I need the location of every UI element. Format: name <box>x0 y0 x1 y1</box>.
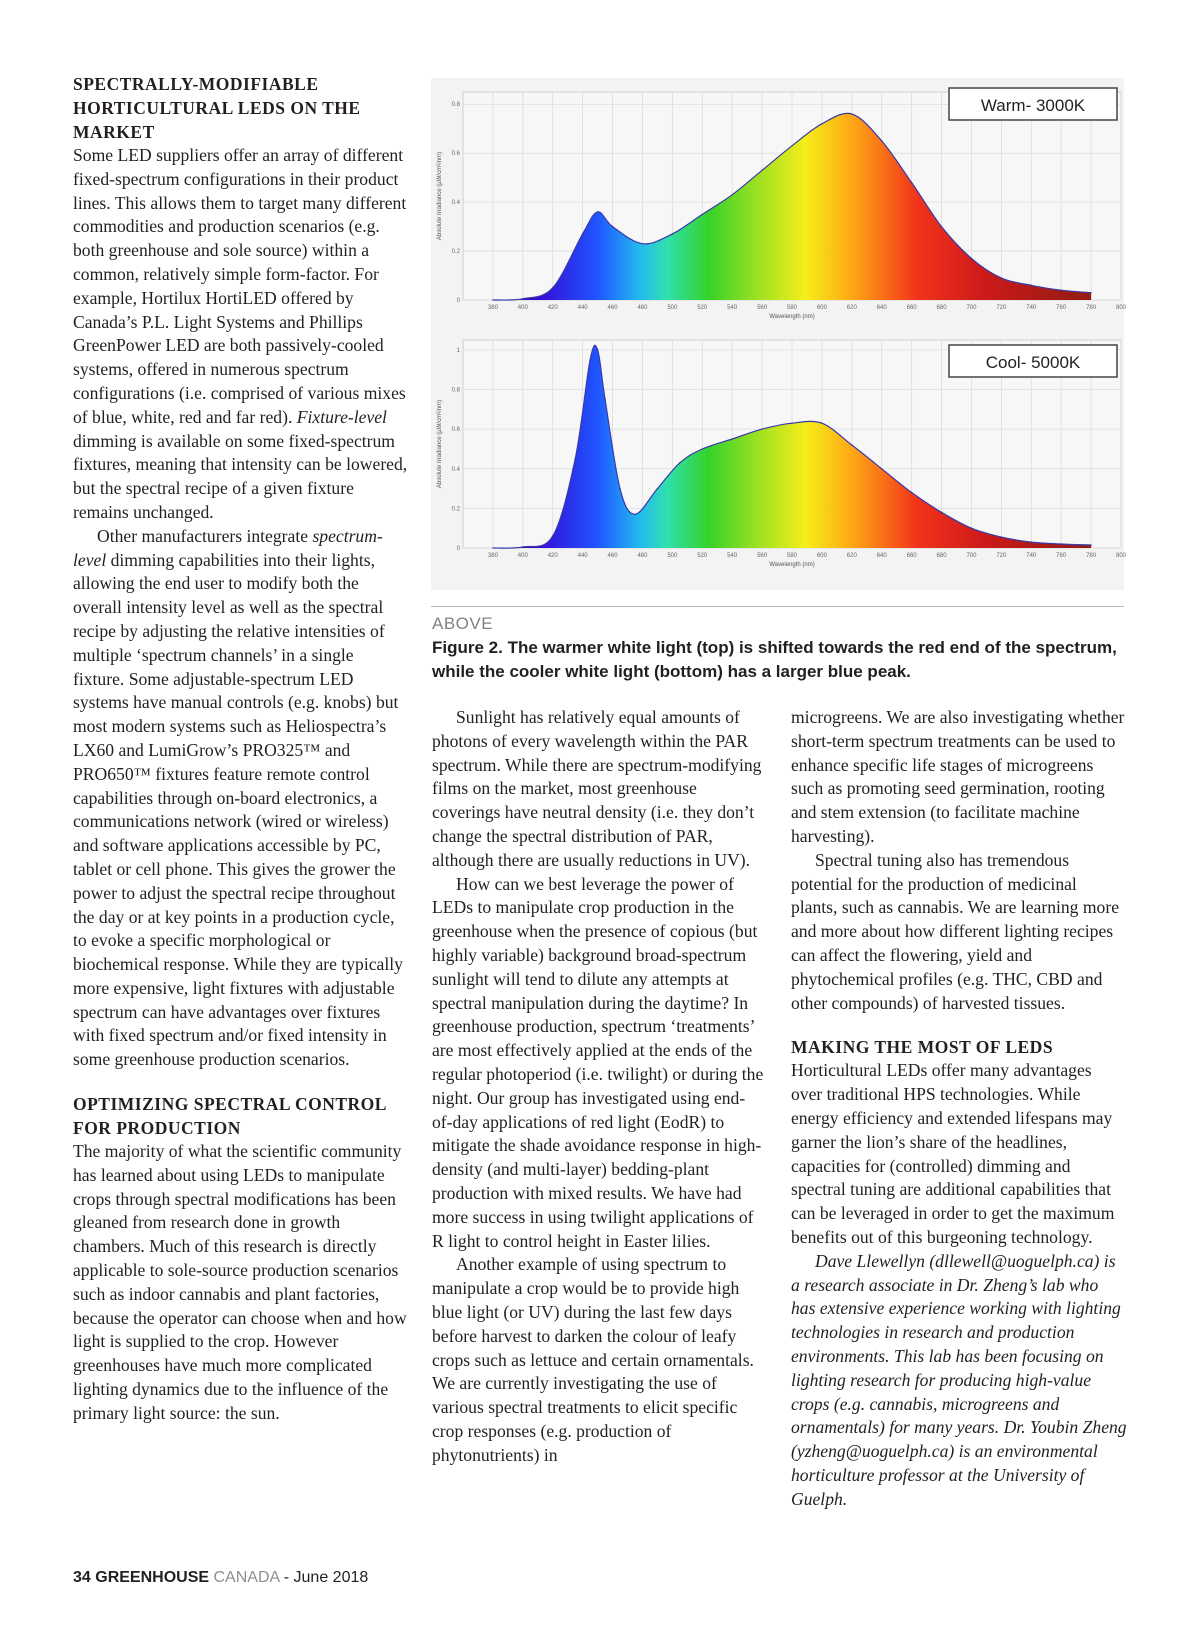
y-tick-label: 0.6 <box>451 151 460 158</box>
right-column <box>791 706 1127 1512</box>
y-tick-label: 0.4 <box>451 466 460 473</box>
paragraph: Horticultural LEDs offer many advantages over traditional HPS technologies. While energy efficiency and extended lifespans may garner the lion’s share of the headlines, capacities for (controlled) dimming and spectral tuning are additional capabilities that can be leveraged in order to get the maximum benefits out of this burgeoning technology. <box>791 1060 1115 1247</box>
issue-date: - June 2018 <box>283 1569 369 1586</box>
x-tick-label: 740 <box>1026 553 1037 559</box>
data-point <box>791 423 792 424</box>
x-tick-label: 800 <box>1115 553 1127 559</box>
data-point <box>911 182 912 183</box>
data-point <box>522 298 523 299</box>
x-tick-label: 620 <box>846 553 857 559</box>
x-tick-label: 500 <box>667 553 678 559</box>
x-tick-label: 500 <box>667 305 678 311</box>
data-point <box>821 423 822 424</box>
figure-caption <box>432 614 1122 684</box>
spectrum-charts <box>431 78 1127 590</box>
data-point <box>702 448 703 449</box>
x-tick-label: 380 <box>487 553 498 559</box>
x-tick-label: 760 <box>1056 553 1067 559</box>
data-point <box>657 488 658 489</box>
data-point <box>881 140 882 141</box>
left-column <box>73 72 408 1426</box>
warm-label-box <box>949 88 1117 120</box>
x-tick-label: 460 <box>607 305 618 311</box>
x-tick-label: 600 <box>816 553 827 559</box>
x-tick-label: 760 <box>1056 305 1067 311</box>
data-point <box>941 512 942 513</box>
data-point <box>612 226 613 227</box>
cool-label: Cool- 5000K <box>985 353 1081 372</box>
x-tick-label: 480 <box>637 553 648 559</box>
author-bio: Dave Llewellyn (dllewell@uoguelph.ca) is a research associate in Dr. Zheng’s lab who has extensive experience working with lighting technologies in research and production environments. This lab has been focusing on lighting research for producing high-value crops (e.g. cannabis, microgreens and ornamentals) for many years. Dr. Youbin Zheng (yzheng@uoguelph.ca) is an environmental horticulture professor at the University of Guelph. <box>791 1250 1127 1509</box>
section-heading-optimizing: OPTIMIZING SPECTRAL CONTROL FOR PRODUCTION <box>73 1094 386 1139</box>
page-footer <box>73 1569 368 1587</box>
data-point <box>1001 277 1002 278</box>
data-point <box>492 299 493 300</box>
x-tick-label: 700 <box>966 305 977 311</box>
x-tick-label: 740 <box>1026 305 1037 311</box>
data-point <box>971 528 972 529</box>
data-point <box>597 349 598 350</box>
x-tick-label: 720 <box>996 553 1007 559</box>
x-axis-label: Wavelength (nm) <box>769 562 815 568</box>
y-axis-label: Absolute Irradiance (µW/cm²/nm) <box>437 151 443 241</box>
x-tick-label: 560 <box>757 553 768 559</box>
middle-column <box>432 706 764 1468</box>
warm-label: Warm- 3000K <box>980 96 1086 115</box>
paragraph: How can we best leverage the power of LEDs to manipulate crop production in the greenhouse when the presence of copious (but highly variable) background broad-spectrum sunlight will tend to dilute any attempts at spectral manipulation during the daytime? In greenhouse production, spectrum ‘treatments’ are most effectively applied at the ends of the regular photoperiod (i.e. twilight) or during the night. Our group has investigated using end-of-day applications of red light (EodR) to mitigate the shade avoidance response in high-density (and multi-layer) bedding-plant production with mixed results. We have had more success in using twilight applications of R light to control height in Easter lilies. <box>432 873 764 1251</box>
x-tick-label: 660 <box>906 553 917 559</box>
data-point <box>552 287 553 288</box>
data-point <box>605 399 606 400</box>
x-tick-label: 640 <box>876 305 887 311</box>
data-point <box>702 214 703 215</box>
data-point <box>552 536 553 537</box>
data-point <box>911 492 912 493</box>
y-tick-label: 0 <box>456 546 460 552</box>
section-heading-making-most: MAKING THE MOST OF LEDS <box>791 1037 1054 1058</box>
data-point <box>590 359 591 360</box>
y-tick-label: 0.8 <box>451 102 460 109</box>
y-tick-label: 0 <box>456 298 460 304</box>
x-tick-label: 720 <box>996 305 1007 311</box>
data-point <box>575 458 576 459</box>
x-tick-label: 400 <box>517 553 528 559</box>
x-tick-label: 540 <box>727 553 738 559</box>
x-tick-label: 420 <box>547 553 558 559</box>
data-point <box>821 123 822 124</box>
data-point <box>679 462 680 463</box>
data-point <box>1031 285 1032 286</box>
x-tick-label: 580 <box>786 305 798 311</box>
data-point <box>732 438 733 439</box>
cool-label-box <box>949 345 1117 377</box>
x-tick-label: 440 <box>577 553 588 559</box>
brand-canada: CANADA <box>213 1569 280 1586</box>
figure-divider <box>431 606 1124 607</box>
data-point <box>492 547 493 548</box>
caption-text: Figure 2. The warmer white light (top) is shifted towards the red end of the spectrum, while the cooler white light (bottom) has a larger blue peak. <box>432 638 1117 681</box>
data-point <box>881 468 882 469</box>
data-point <box>672 233 673 234</box>
data-point <box>597 211 598 212</box>
x-tick-label: 680 <box>936 305 947 311</box>
brand-greenhouse: GREENHOUSE <box>95 1569 210 1586</box>
x-axis-label: Wavelength (nm) <box>769 314 815 320</box>
caption-label: ABOVE <box>432 614 494 633</box>
data-point <box>1001 537 1002 538</box>
y-tick-label: 1 <box>456 347 460 354</box>
paragraph: Other manufacturers integrate spectrum-level dimming capabilities into their lights, allowing the end user to modify both the overall intensity level as well as the spectral recipe by adjusting the relative intensities of multiple ‘spectrum channels’ in a single fixture. Some adjustable-spectrum LED systems have manual controls (e.g. knobs) but most modern systems such as Heliospectra’s LX60 and LumiGrow’s PRO325™ and PRO650™ fixtures feature remote control capabilities through on-board electronics, a communications network (wired or wireless) and software applications accessible by PC, tablet or cell phone. This gives the grower the power to adjust the spectral recipe throughout the day or at key points in a production cycle, to evoke a specific morphological or biochemical response. While they are typically more expensive, light fixtures with adjustable spectrum can have advantages over fixtures with fixed spectrum and/or fixed intensity in some greenhouse production scenarios. <box>73 525 403 1070</box>
x-tick-label: 700 <box>966 553 977 559</box>
data-point <box>642 243 643 244</box>
data-point <box>791 145 792 146</box>
y-tick-label: 0.2 <box>451 249 460 256</box>
section-heading-market: SPECTRALLY-MODIFIABLE HORTICULTURAL LEDS ON THE MARKET <box>73 74 361 142</box>
data-point <box>851 444 852 445</box>
y-axis-label: Absolute Irradiance (µW/cm²/nm) <box>437 399 443 489</box>
x-tick-label: 580 <box>786 553 798 559</box>
data-point <box>941 226 942 227</box>
x-tick-label: 680 <box>936 553 947 559</box>
data-point <box>971 258 972 259</box>
data-point <box>732 194 733 195</box>
data-point <box>634 514 635 515</box>
x-tick-label: 780 <box>1086 305 1097 311</box>
x-tick-label: 660 <box>906 305 917 311</box>
data-point <box>1091 544 1092 545</box>
data-point <box>762 429 763 430</box>
y-tick-label: 0.6 <box>451 427 460 434</box>
y-tick-label: 0.4 <box>451 200 460 207</box>
spectrum-figure <box>431 78 1127 590</box>
data-point <box>1061 543 1062 544</box>
x-tick-label: 400 <box>517 305 528 311</box>
x-tick-label: 600 <box>816 305 827 311</box>
x-tick-label: 420 <box>547 305 558 311</box>
data-point <box>1031 542 1032 543</box>
warm-spectrum-chart <box>437 92 1127 320</box>
data-point <box>1061 290 1062 291</box>
x-tick-label: 640 <box>876 553 887 559</box>
y-tick-label: 0.2 <box>451 506 460 513</box>
data-point <box>1091 292 1092 293</box>
page-number: 34 <box>73 1569 91 1586</box>
x-tick-label: 380 <box>487 305 498 311</box>
data-point <box>762 170 763 171</box>
y-tick-label: 0.8 <box>451 387 460 394</box>
data-point <box>851 113 852 114</box>
x-tick-label: 540 <box>727 305 738 311</box>
paragraph: Some LED suppliers offer an array of different fixed-spectrum configurations in their product lines. This allows them to target many different commodities and production scenarios (e.g. both greenhouse and sole source) within a common, relatively simple form-factor. For example, Hortilux HortiLED offered by Canada’s P.L. Light Systems and Phillips GreenPower LED are both passively-cooled systems, offered in numerous spectrum configurations (i.e. comprised of various mixes of blue, white, red and far red). Fixture-level dimming is available on some fixed-spectrum fixtures, meaning that intensity can be lowered, but the spectral recipe of a given fixture remains unchanged. <box>73 145 408 522</box>
x-tick-label: 620 <box>846 305 857 311</box>
paragraph: Another example of using spectrum to manipulate a crop would be to provide high blue light (or UV) during the last few days before harvest to darken the colour of leafy crops such as lettuce and certain ornamentals. We are currently investigating the use of various spectral treatments to elicit specific crop responses (e.g. production of phytonutrients) in <box>432 1254 754 1465</box>
x-tick-label: 780 <box>1086 553 1097 559</box>
x-tick-label: 440 <box>577 305 588 311</box>
x-tick-label: 520 <box>697 553 708 559</box>
x-tick-label: 480 <box>637 305 648 311</box>
x-tick-label: 800 <box>1115 305 1127 311</box>
data-point <box>522 546 523 547</box>
data-point <box>619 488 620 489</box>
paragraph: The majority of what the scientific community has learned about using LEDs to manipulate crops through spectral modifications has been gleaned from research done in growth chambers. Much of this research is directly applicable to sole-source production scenarios such as indoor cannabis and plant factories, because the operator can choose when and how light is supplied to the crop. However greenhouses have much more complicated lighting dynamics due to the influence of the primary light source: the sun. <box>73 1141 407 1423</box>
x-tick-label: 560 <box>757 305 768 311</box>
data-point <box>582 233 583 234</box>
paragraph: Sunlight has relatively equal amounts of photons of every wavelength within the PAR spectrum. While there are spectrum-modifying films on the market, most greenhouse coverings have neutral density (i.e. they don’t change the spectral distribution of PAR, although there are usually reductions in UV). <box>432 707 762 870</box>
x-tick-label: 520 <box>697 305 708 311</box>
paragraph: microgreens. We are also investigating whether short-term spectrum treatments can be used to enhance specific life stages of microgreens such as promoting seed germination, rooting and stem extension (to facilitate machine harvesting). <box>791 707 1125 846</box>
x-tick-label: 460 <box>607 553 618 559</box>
paragraph: Spectral tuning also has tremendous potential for the production of medicinal plants, such as cannabis. We are learning more and more about how different lighting recipes can affect the flowering, yield and phytochemical profiles (e.g. THC, CBD and other compounds) of harvested tissues. <box>791 849 1120 1013</box>
